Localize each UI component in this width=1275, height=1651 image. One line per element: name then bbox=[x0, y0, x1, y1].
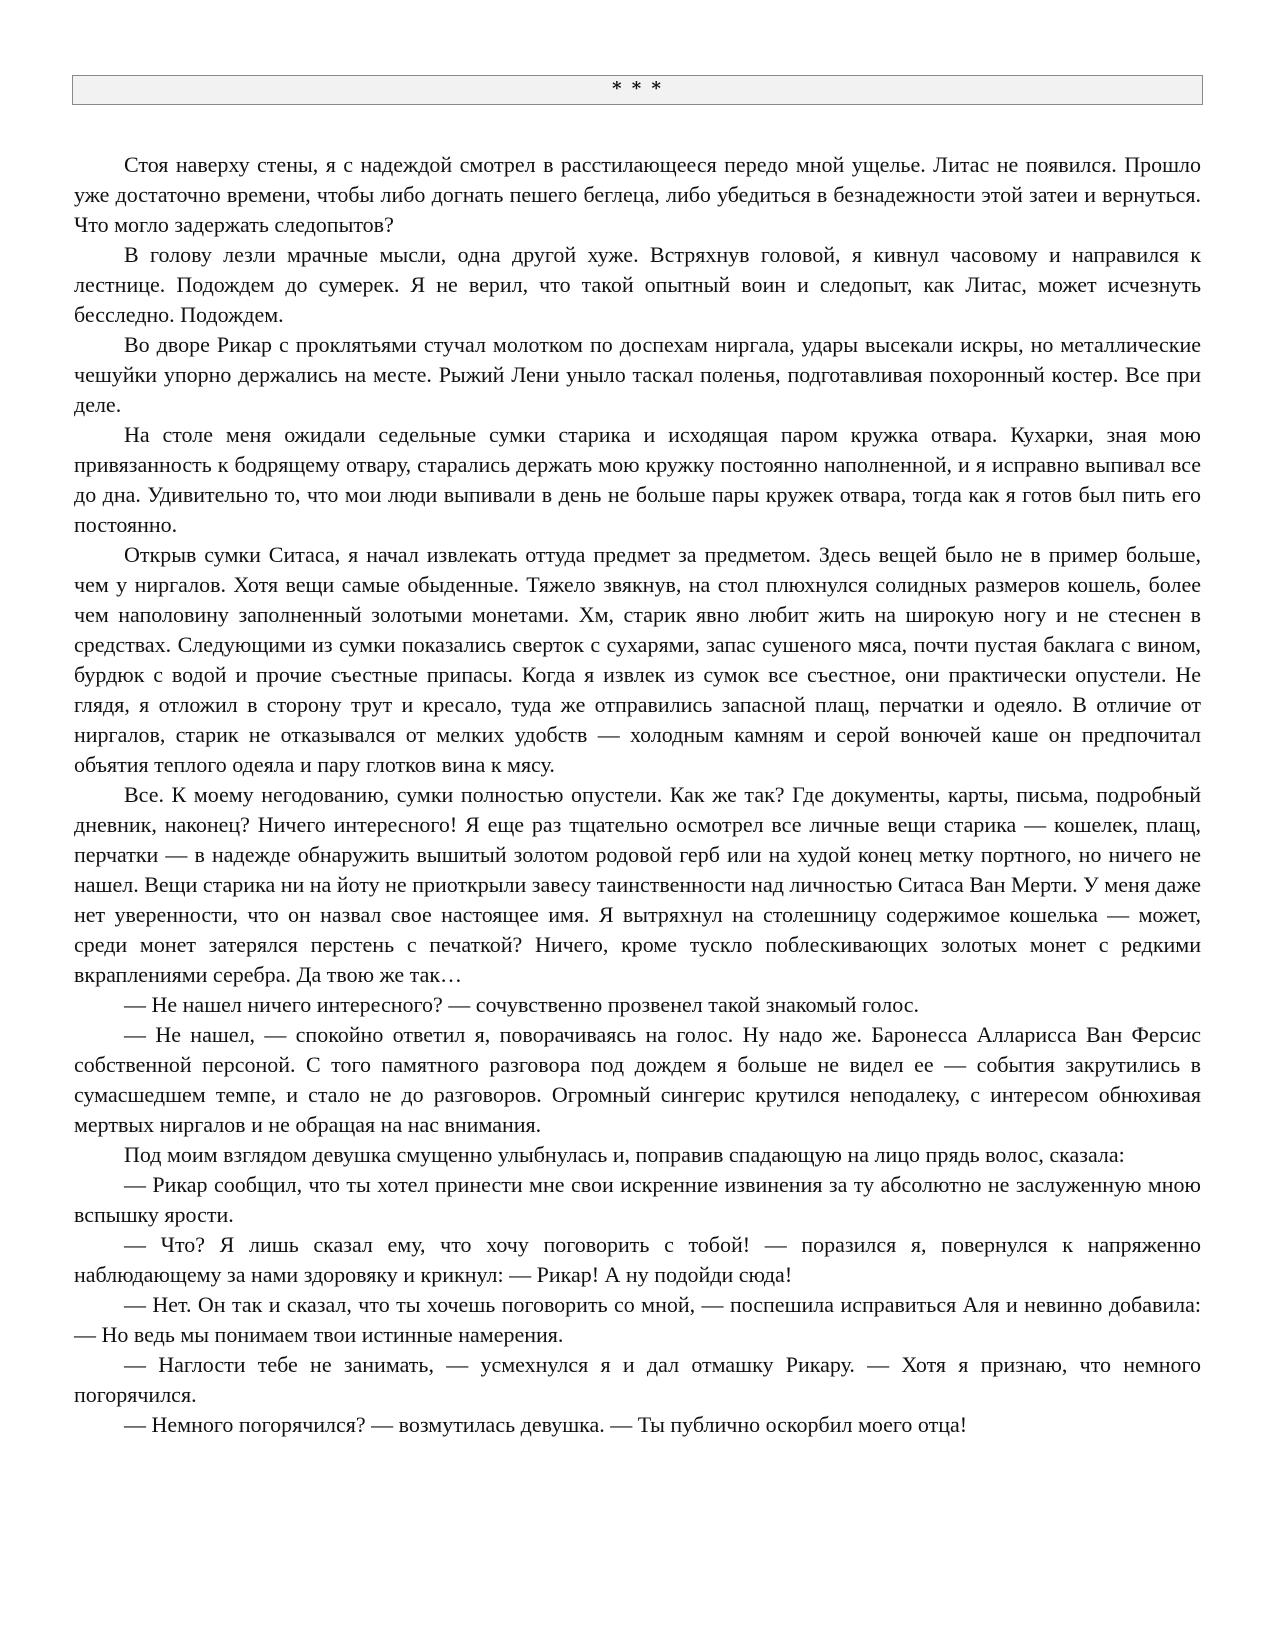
dialogue-line: — Нет. Он так и сказал, что ты хочешь поговорить со мной, — поспешила исправиться Аля и невинно добавила: — Но ведь мы понимаем твои истинные намерения. bbox=[74, 1292, 1201, 1347]
paragraph: В голову лезли мрачные мысли, одна другой хуже. Встряхнув головой, я кивнул часовому и направился к лестнице. Подождем до сумерек. Я не верил, что такой опытный воин и следопыт, как Литас, может исчезнуть бесследно. Подождем. bbox=[74, 242, 1201, 327]
dialogue-line: — Рикар сообщил, что ты хотел принести мне свои искренние извинения за ту абсолютно не заслуженную мною вспышку ярости. bbox=[74, 1172, 1201, 1227]
paragraph: Все. К моему негодованию, сумки полностью опустели. Как же так? Где документы, карты, письма, подробный дневник, наконец? Ничего интересного! Я еще раз тщательно осмотрел все личные вещи старика — кошелек, плащ, перчатки — в надежде обнаружить вышитый золотом родовой герб или на худой конец метку портного, но ничего не нашел. Вещи старика ни на йоту не приоткрыли завесу таинственности над личностью Ситаса Ван Мерти. У меня даже нет уверенности, что он назвал свое настоящее имя. Я вытряхнул на столешницу содержимое кошелька — может, среди монет затерялся перстень с печаткой? Ничего, кроме тускло поблескивающих золотых монет с редкими вкраплениями серебра. Да твою же так… bbox=[74, 782, 1201, 987]
book-text bbox=[74, 150, 1201, 1440]
dialogue-line: — Немного погорячился? — возмутилась девушка. — Ты публично оскорбил моего отца! bbox=[124, 1412, 968, 1437]
paragraph: Под моим взглядом девушка смущенно улыбнулась и, поправив спадающую на лицо прядь волос, сказала: bbox=[124, 1142, 1125, 1167]
paragraph: Стоя наверху стены, я с надеждой смотрел в расстилающееся передо мной ущелье. Литас не появился. Прошло уже достаточно времени, чтобы либо догнать пешего беглеца, либо убедиться в безнадежности этой затеи и вернуться. Что могло задержать следопытов? bbox=[74, 152, 1201, 237]
paragraph: Во дворе Рикар с проклятьями стучал молотком по доспехам ниргала, удары высекали искры, но металлические чешуйки упорно держались на месте. Рыжий Лени уныло таскал поленья, подготавливая похоронный костер. Все при деле. bbox=[74, 332, 1201, 417]
dialogue-line: — Наглости тебе не занимать, — усмехнулся я и дал отмашку Рикару. — Хотя я признаю, что немного погорячился. bbox=[74, 1352, 1201, 1407]
paragraph: Открыв сумки Ситаса, я начал извлекать оттуда предмет за предметом. Здесь вещей было не в пример больше, чем у ниргалов. Хотя вещи самые обыденные. Тяжело звякнув, на стол плюхнулся солидных размеров кошель, более чем наполовину заполненный золотыми монетами. Хм, старик явно любит жить на широкую ногу и не стеснен в средствах. Следующими из сумки показались сверток с сухарями, запас сушеного мяса, почти пустая баклага с вином, бурдюк с водой и прочие съестные припасы. Когда я извлек из сумок все съестное, они практически опустели. Не глядя, я отложил в сторону трут и кресало, туда же отправились запасной плащ, перчатки и одеяло. В отличие от ниргалов, старик не отказывался от мелких удобств — холодным камням и серой вонючей каше он предпочитал объятия теплого одеяла и пару глотков вина к мясу. bbox=[74, 542, 1201, 777]
dialogue-line: — Что? Я лишь сказал ему, что хочу поговорить с тобой! — поразился я, повернулся к напряженно наблюдающему за нами здоровяку и крикнул: — Рикар! А ну подойди сюда! bbox=[74, 1232, 1201, 1287]
section-separator: * * * bbox=[72, 75, 1203, 105]
dialogue-line: — Не нашел, — спокойно ответил я, поворачиваясь на голос. Ну надо же. Баронесса Алларисса Ван Ферсис собственной персоной. С того памятного разговора под дождем я больше не видел ее — события закрутились в сумасшедшем темпе, и стало не до разговоров. Огромный сингерис крутился неподалеку, с интересом обнюхивая мертвых ниргалов и не обращая на нас внимания. bbox=[74, 1022, 1201, 1137]
paragraph: На столе меня ожидали седельные сумки старика и исходящая паром кружка отвара. Кухарки, зная мою привязанность к бодрящему отвару, старались держать мою кружку постоянно наполненной, и я исправно выпивал все до дна. Удивительно то, что мои люди выпивали в день не больше пары кружек отвара, тогда как я готов был пить его постоянно. bbox=[74, 422, 1201, 537]
dialogue-line: — Не нашел ничего интересного? — сочувственно прозвенел такой знакомый голос. bbox=[124, 992, 920, 1017]
